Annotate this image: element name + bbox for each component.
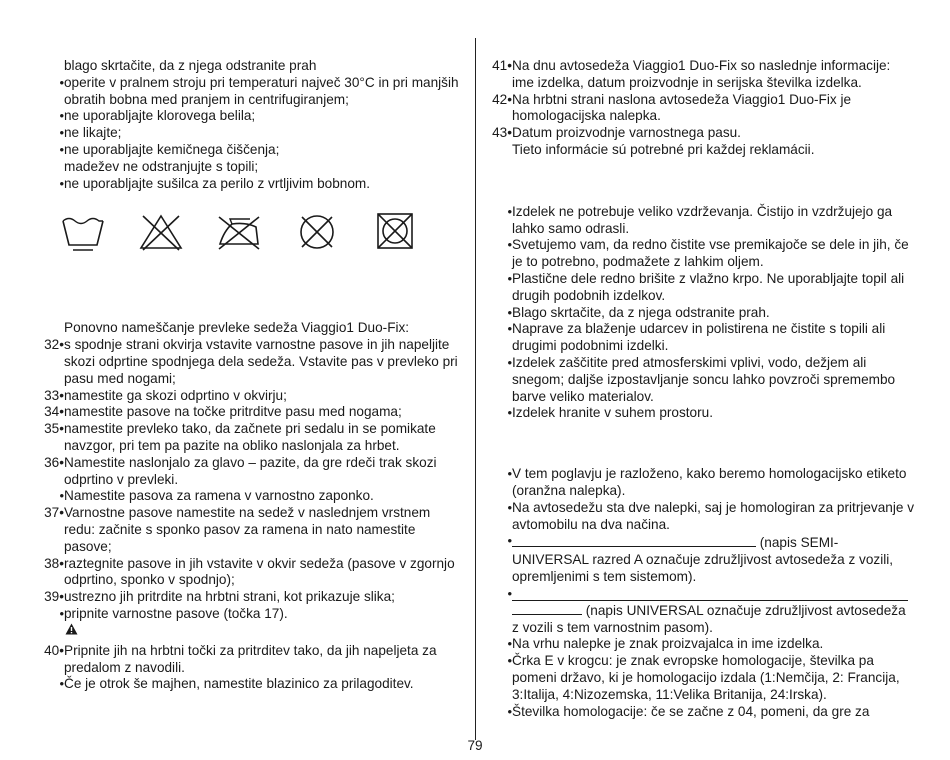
item-marker: • [507,237,512,253]
item-marker: • [59,108,64,124]
wash-bullets [38,75,463,159]
bullet-marker: • [59,175,64,191]
item-marker: 32• [44,337,64,353]
item-text: Na hrbtni strani naslona avtosedeža Viaggio1 Duo-Fix je homologacijska nalepka. [512,91,852,124]
item-text: namestite prevleko tako, da začnete pri sedalu in se pomikate navzgor, pri tem pa pazite na obliko naslonjala za hrbet. [64,421,436,453]
list-item [486,500,914,534]
list-item [486,405,914,422]
no-tumble-dry-icon [372,211,418,253]
item-marker: • [59,141,64,157]
item-marker: 36• [44,454,64,470]
left-column [38,58,463,693]
item-marker: 43• [492,125,512,141]
list-item [38,337,463,387]
item-text: pripnite varnostne pasove (točka 17). [64,605,288,621]
item-text: Na vrhu nalepke je znak proizvajalca in ime izdelka. [512,636,824,652]
list-item [38,488,463,505]
list-item [486,466,914,500]
item-text: Izdelek zaščitite pred atmosferskimi vplivi, vodo, dežjem ali snegom; daljše izpostavljanje soncu lahko povzroči spremembo barve veliko materialov. [512,354,896,404]
list-item [486,653,914,703]
stain-line: madežev ne odstranjujte s topili; [64,158,259,174]
item-marker: • [59,125,64,141]
item-marker: • [59,74,64,90]
list-item [486,636,914,653]
blank-line [512,533,756,547]
list-item [38,556,463,590]
list-item [486,204,914,238]
list-item [486,321,914,355]
item-text: Svetujemo vam, da redno čistite vse premikajoče se dele in jih, če je to potrebno, podmažete z lahkim oljem. [512,237,909,270]
note-line: Tieto informácie sú potrebné pri každej reklamácii. [512,141,815,157]
item-marker: 42• [492,91,512,107]
homologation-bullets [486,466,914,533]
item-text: namestite pasove na točke pritrditve pasu med nogama; [64,404,402,420]
list-item [38,505,463,555]
item-text: V tem poglavju je razloženo, kako beremo homologacijsko etiketo (oranžna nalepka). [512,466,907,498]
list-item [38,108,463,125]
semi-universal-text: (napis SEMI-UNIVERSAL razred A označuje združljivost avtosedeža z vozili, opremljenimi s tem sistemom). [512,535,894,584]
item-text: Namestite naslonjalo za glavo – pazite, da gre rdeči trak skozi odprtino v prevleki. [64,454,437,487]
item-marker: • [507,304,512,320]
label-info-steps [486,58,914,142]
refit-steps [38,337,463,623]
list-item [38,676,463,693]
item-text: Izdelek hranite v suhem prostoru. [512,405,713,421]
item-text: Naprave za blaženje udarcev in polistirena ne čistite s topili ali drugimi podobnimi izdelki. [512,321,886,354]
item-marker: • [59,605,64,621]
item-marker: 34• [44,404,64,420]
item-marker: 37• [44,505,64,521]
warning-icon [38,623,463,640]
list-item [486,271,914,305]
list-item [38,643,463,677]
list-item [38,75,463,109]
refit-steps-continued [38,643,463,693]
refit-heading: Ponovno nameščanje prevleke sedeža Viaggio1 Duo-Fix: [64,320,410,336]
bullet-text: ne uporabljajte sušilca za perilo z vrtljivim bobnom. [64,175,370,191]
universal-bullet: • (napis UNIVERSAL označuje združljivost avtosedeža z vozili s tem varnostnim pasom). [486,586,914,637]
item-marker: 40• [44,642,64,658]
care-symbols [38,206,463,258]
item-text: ne uporabljajte kemičnega čiščenja; [64,141,280,157]
item-marker: • [507,466,512,482]
page-number: 79 [467,738,483,753]
universal-text: (napis UNIVERSAL označuje združljivost avtosedeža z vozili s tem varnostnim pasom). [512,602,906,635]
blank-line [512,601,582,615]
item-marker: 39• [44,589,64,605]
item-text: Plastične dele redno brišite z vlažno krpo. Ne uporabljajte topil ali drugih podobnih izdelkov. [512,270,905,303]
item-marker: • [507,405,512,421]
list-item [486,704,914,721]
item-marker: • [507,636,512,652]
item-marker: • [507,203,512,219]
intro-line: blago skrtačite, da z njega odstranite prah [64,58,317,73]
column-divider [475,38,476,740]
no-ironing-icon [216,211,262,253]
list-item [38,606,463,623]
list-item [486,92,914,126]
item-text: ne likajte; [64,125,122,141]
list-item [38,455,463,489]
item-text: Datum proizvodnje varnostnega pasu. [512,125,741,141]
blank-line [512,586,908,601]
label-detail-bullets [486,636,914,720]
item-text: raztegnite pasove in jih vstavite v okvir sedeža (pasove v zgornjo odprtino, sponko v spodnjo); [64,555,455,588]
item-marker: 41• [492,58,512,73]
item-text: Namestite pasova za ramena v varnostno zaponko. [64,488,374,504]
item-text: Številka homologacije: če se začne z 04, pomeni, da gre za [512,703,870,719]
item-text: namestite ga skozi odprtino v okvirju; [64,387,287,403]
item-text: s spodnje strani okvirja vstavite varnostne pasove in jih napeljite skozi odprtine spodnjega dela sedeža. Vstavite pas v prevleko pri pasu med nogami; [64,337,458,386]
list-item [38,388,463,405]
list-item [486,305,914,322]
item-marker: 38• [44,555,64,571]
list-item [38,125,463,142]
wash-30-gentle-icon [60,211,106,253]
right-column [486,58,914,720]
item-marker: • [507,499,512,515]
item-text: ne uporabljajte klorovega belila; [64,108,256,124]
item-marker: • [507,703,512,719]
item-marker: 33• [44,387,64,403]
item-text: operite v pralnem stroju pri temperaturi največ 30°C in pri manjših obratih bobna med pranjem in centrifugiranjem; [64,74,459,107]
list-item [486,237,914,271]
dryer-bullet [38,176,463,193]
item-text: ustrezno jih pritrdite na hrbtni strani, kot prikazuje slika; [64,589,395,605]
item-marker: • [507,354,512,370]
item-text: Črka E v krogcu: je znak evropske homologacije, številka pa pomeni državo, ki je homologacijo izdala (1:Nemčija, 2: Francija, 3:Italija, 4:Nizozemska, 11:Velika Britanija, 24:Irska). [512,653,900,702]
item-text: Na avtosedežu sta dve nalepki, saj je homologiran za pritrjevanje v avtomobilu na dva načina. [512,499,914,532]
item-marker: • [59,676,64,692]
item-text: Varnostne pasove namestite na sedež v naslednjem vrstnem redu: začnite s sponko pasov za ramena in nato namestite pasove; [64,505,431,554]
item-text: Blago skrtačite, da z njega odstranite prah. [512,304,770,320]
item-marker: 35• [44,421,64,437]
item-marker: • [507,321,512,337]
item-text: Če je otrok še majhen, namestite blazinico za prilagoditev. [64,676,414,692]
semi-universal-bullet: • (napis SEMI-UNIVERSAL razred A označuje združljivost avtosedeža z vozili, opremljenimi s tem sistemom). [507,533,894,584]
list-item [38,589,463,606]
list-item [38,421,463,455]
item-text: Izdelek ne potrebuje veliko vzdrževanja. Čistijo in vzdržujejo ga lahko samo odrasli. [512,203,893,236]
list-item [38,404,463,421]
no-dry-cleaning-icon [294,211,340,253]
list-item [486,125,914,142]
no-bleach-icon [138,211,184,253]
item-marker: • [59,488,64,504]
item-text: Na dnu avtosedeža Viaggio1 Duo-Fix so naslednje informacije: ime izdelka, datum proizvodnje in serijska številka izdelka. [512,58,891,90]
list-item [38,142,463,159]
item-text: Pripnite jih na hrbtni točki za pritrditev tako, da jih napeljeta za predalom z navodili. [64,642,437,675]
item-marker: • [507,653,512,669]
list-item [486,58,914,92]
maintenance-bullets [486,204,914,422]
item-marker: • [507,270,512,286]
list-item [486,355,914,405]
